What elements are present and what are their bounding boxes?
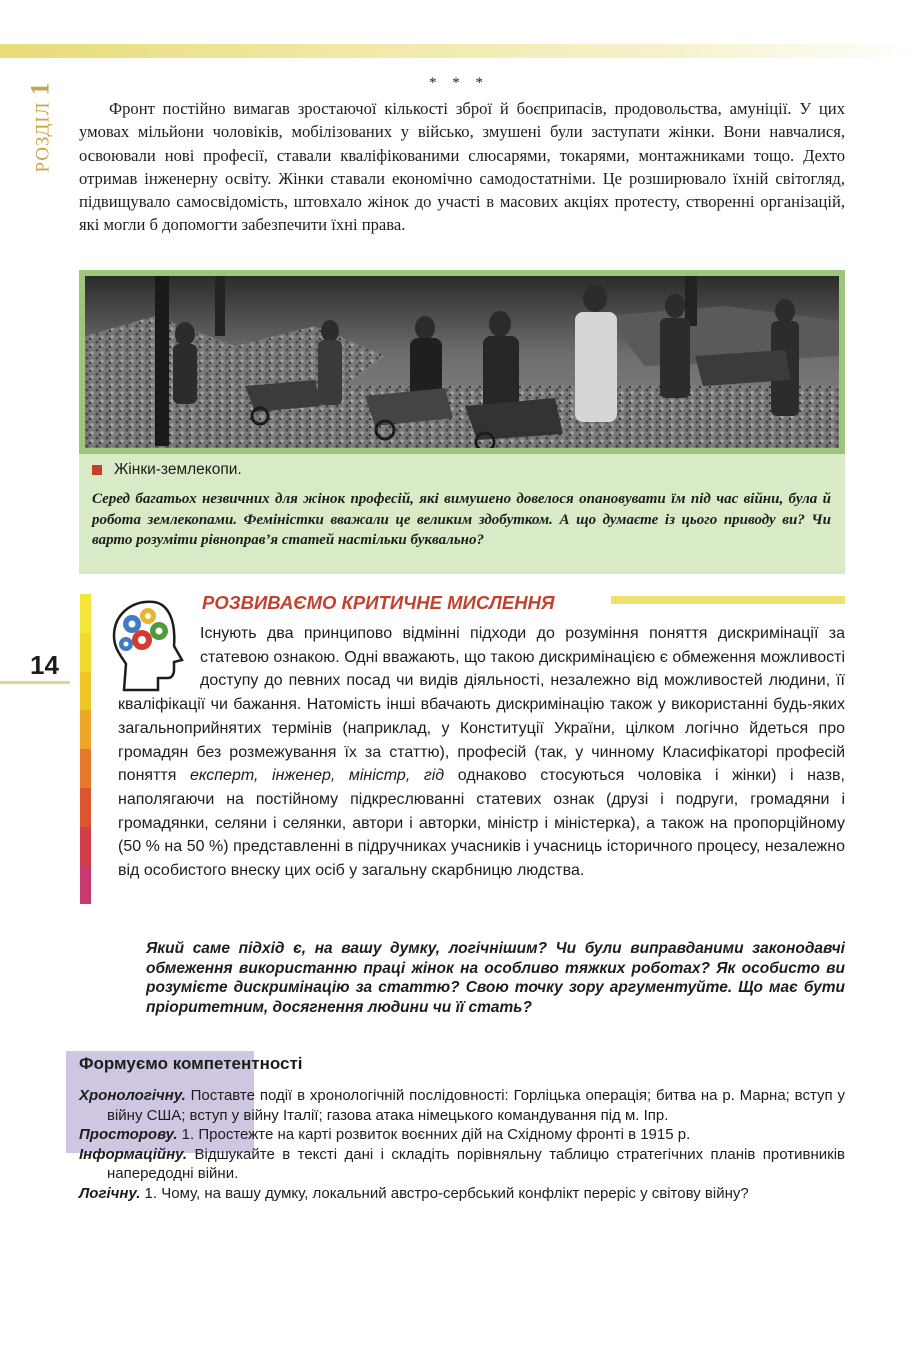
gradient-side-bar [80, 594, 91, 904]
critical-text-part1: Існують два принципово відмінні підходи до розуміння поняття дискримінації за статевою ознакою. Одні вважають, що такою дискримінацією є обмеження можливості доступу до певних посад чи видів діяльності, незалежно від можливостей людини, її кваліфікації чи бажання. Натомість інші вбачають дискримінацію також у використанні будь-яких загальноприйнятих термінів (наприклад, у Конституції України, цілком логічно йдеться про громадян без розмежування їх за статтю), професій (так, у чинному Класифікаторі професій поняття [118, 625, 845, 785]
main-paragraph: Фронт постійно вимагав зростаючої кількості зброї й боєприпасів, продовольства, амуніції. У цих умовах мільйони чоловіків, мобілізованих у військо, змушені були заступати жінки. Вони навчалися, освоювали нові професії, ставали кваліфікованими слюсарями, токарями, монтажниками тощо. Дехто отримав інженерну освіту. Жінки ставали економічно самодостатніми. Це розширювало їхній світогляд, підвищувало самосвідомість, штовхало жінок до участі в масових акціях протесту, створенні організацій, які могли б допомогти забезпечити їхні права. [79, 99, 845, 235]
competence-informational: Інформаційну. Відшукайте в тексті дані і складіть порівняльну таблицю стратегічних планів противників напередодні війни. [79, 1145, 845, 1182]
competence-spatial: Просторову. 1. Простежте на карті розвиток воєнних дій на Східному фронті в 1915 р. [79, 1126, 691, 1143]
caption-title: Жінки-землекопи. [114, 461, 242, 478]
critical-text-part2: однаково стосуються чоловіка і жінки) і назв, наполягаючи на постійному підкреслюванні статевих ознак (друзі і подруги, громадяни і громадянки, селяни і селянки, автори і авторки, міністр і міністерка), а також на пропорційному (50 % на 50 %) представленні в підручниках учасників і учасниць історичного процесу, незалежно від особистого внеску цих осіб у загальну скарбницю людства. [118, 767, 846, 880]
section-separator: * * * [429, 75, 489, 91]
red-square-bullet-icon [92, 465, 102, 475]
title-rule [611, 596, 845, 604]
competence-chronological: Хронологічну. Поставте події в хронологічній послідовності: Горліцька операція; битва на р. Марна; вступ у війну США; вступ у війну Італії; газова атака німецького командування під м. Іпр. [79, 1087, 845, 1124]
photo-caption-box [79, 454, 845, 574]
caption-text: Серед багатьох незвичних для жінок професій, які вимушено довелося опановувати їм під час війни, була й робота землекопами. Феміністки вважали це великим здобутком. А що думаєте із цього приводу ви? Чи варто розуміти рівноправ’я статей настільки буквально? [92, 491, 831, 548]
page-number: 14 [30, 650, 59, 680]
photo-frame [79, 270, 845, 454]
critical-thinking-text [118, 622, 845, 883]
critical-question: Який саме підхід є, на вашу думку, логічнішим? Чи були виправданими законодавчі обмеження використанню праці жінок на особливо тяжких роботах? Як особисто ви розумієте дискримінацію за статтю? Свою точку зору аргументуйте. Що має бути пріоритетним, досягнення людини чи її стать? [146, 940, 845, 1017]
competences-heading: Формуємо компетентності [79, 1054, 303, 1073]
caption-title-row [92, 460, 831, 480]
critical-thinking-title: РОЗВИВАЄМО КРИТИЧНЕ МИСЛЕННЯ [202, 592, 555, 613]
section-word: РОЗДІЛ [33, 101, 54, 173]
critical-text-italic: експерт, інженер, міністр, гід [189, 767, 445, 785]
competence-logical: Логічну. 1. Чому, на вашу думку, локальний австро-сербський конфлікт переріс у світову війну? [79, 1184, 749, 1202]
top-decorative-band [0, 44, 918, 58]
page-number-rule [0, 681, 70, 684]
section-number: 1 [26, 81, 55, 96]
competences-list [79, 1086, 845, 1203]
women-diggers-photo [85, 276, 839, 448]
